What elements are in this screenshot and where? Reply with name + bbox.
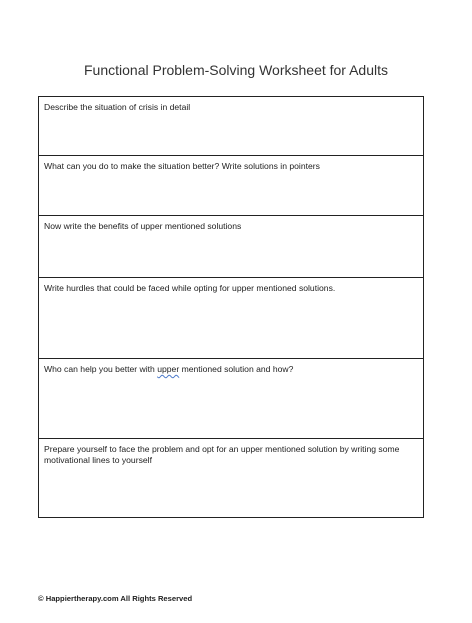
prompt-text-after: mentioned solution and how? — [179, 364, 294, 374]
section-crisis-description[interactable] — [39, 97, 423, 156]
section-prompt: Write hurdles that could be faced while opting for upper mentioned solutions. — [44, 283, 336, 293]
section-prompt — [44, 364, 418, 375]
prompt-text-before: Who can help you better with — [44, 364, 158, 374]
section-prompt: Describe the situation of crisis in detail — [44, 102, 191, 112]
section-prompt: Prepare yourself to face the problem and opt for an upper mentioned solution by writing some motivational lines to yourself — [44, 444, 400, 465]
section-prompt: Now write the benefits of upper mentioned solutions — [44, 221, 242, 231]
section-benefits[interactable] — [39, 216, 423, 278]
section-motivation[interactable] — [39, 439, 423, 517]
spellcheck-underlined-word: upper — [157, 364, 180, 374]
section-solutions[interactable] — [39, 156, 423, 216]
copyright-footer: © Happiertherapy.com All Rights Reserved — [38, 594, 193, 603]
section-helpers[interactable] — [39, 359, 423, 439]
worksheet-table — [38, 96, 424, 518]
worksheet-title: Functional Problem-Solving Worksheet for Adults — [84, 62, 388, 78]
section-hurdles[interactable] — [39, 278, 423, 359]
section-prompt: What can you do to make the situation better? Write solutions in pointers — [44, 161, 320, 171]
